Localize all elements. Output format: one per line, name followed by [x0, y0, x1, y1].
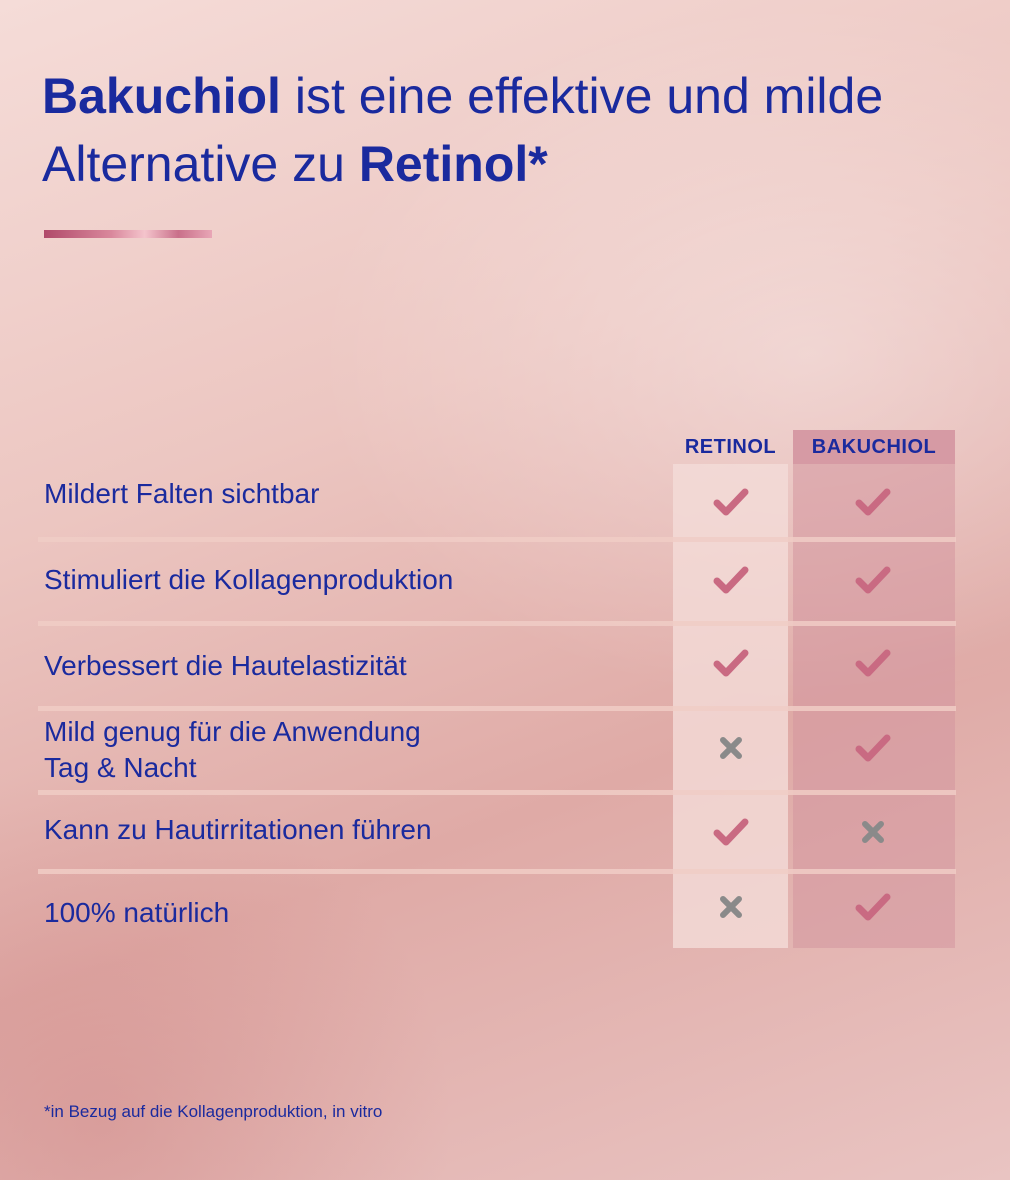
check-icon [711, 812, 751, 852]
row-label: Verbessert die Hautelastizität [44, 650, 407, 681]
cross-icon [711, 728, 751, 768]
footnote: *in Bezug auf die Kollagenproduktion, in vitro [44, 1102, 383, 1121]
check-icon [853, 728, 893, 768]
column-header-bakuchiol: BAKUCHIOL [793, 430, 955, 464]
row-label: Mild genug für die Anwendung Tag & Nacht [44, 716, 421, 783]
check-icon [853, 643, 893, 683]
headline-retinol: Retinol* [358, 136, 548, 192]
headline [42, 62, 942, 198]
check-icon [853, 560, 893, 600]
accent-bar [44, 230, 212, 238]
cross-icon [711, 887, 751, 927]
row-divider [38, 790, 956, 795]
column-header-retinol: RETINOL [684, 435, 777, 458]
check-icon [711, 560, 751, 600]
row-label: Stimuliert die Kollagenproduktion [44, 564, 454, 595]
row-divider [38, 869, 956, 874]
check-icon [711, 482, 751, 522]
row-divider [38, 621, 956, 626]
row-label: 100% natürlich [44, 897, 230, 928]
row-divider [38, 537, 956, 542]
row-divider [38, 706, 956, 711]
check-icon [711, 643, 751, 683]
headline-bakuchiol: Bakuchiol [42, 68, 281, 124]
check-icon [853, 887, 893, 927]
row-label: Kann zu Hautirritationen führen [44, 814, 432, 845]
row-label: Mildert Falten sichtbar [44, 478, 320, 509]
cross-icon [853, 812, 893, 852]
headline-text: ist eine effektive und milde Alternative zu [42, 68, 884, 192]
check-icon [853, 482, 893, 522]
